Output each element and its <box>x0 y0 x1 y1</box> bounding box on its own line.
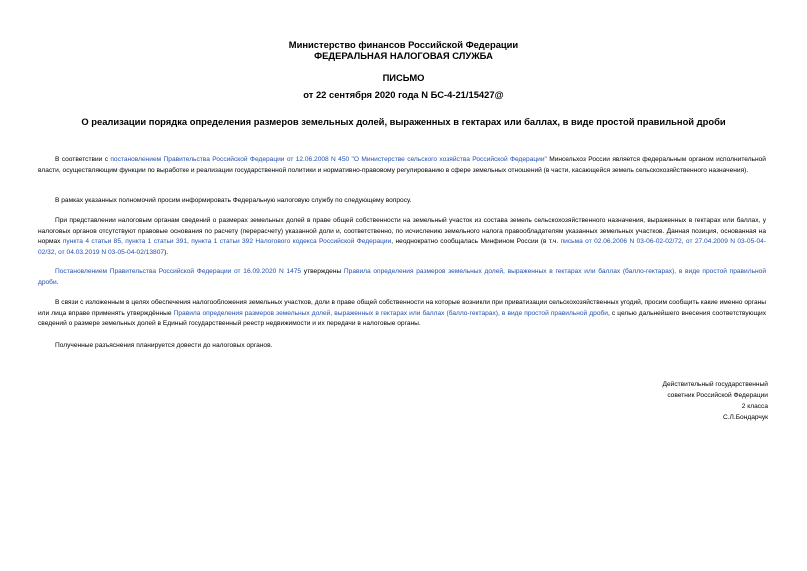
paragraph-3 <box>38 216 766 258</box>
document-type: ПИСЬМО <box>382 72 425 83</box>
document-date-number: от 22 сентября 2020 года N БС-4-21/15427@ <box>303 89 504 100</box>
ministry-name: Министерство финансов Российской Федерации <box>288 39 519 50</box>
p3-text-3: ). <box>164 248 169 256</box>
p1-text-1: В соответствии с <box>55 156 111 163</box>
signature-name: С.Л.Бондарчук <box>722 414 768 421</box>
p3-text-2: , неоднократно сообщалась Минфином России (в т.ч. <box>391 238 561 245</box>
signature-class: 2 класса <box>741 403 768 410</box>
link-rules[interactable]: Правила определения размеров земельных долей, выраженных в гектарах или баллах (балло-гектарах), в виде простой правильной дроби <box>38 268 766 286</box>
link-resolution-1475[interactable]: Постановлением Правительства Российской Федерации от 16.09.2020 N 1475 <box>55 268 302 275</box>
p1-text-2: Минсельхоз России является федеральным органом исполнительной власти, осуществляющим функции по выработке и реализации государственной политики и нормативно-правовому регулированию в сфере земельных отношений (в части, касающейся земель сельскохозяйственного назначения). <box>38 156 766 174</box>
p5-text-2: , с целью дальнейшего внесения соответствующих сведений о размере земельных долей в Единый государственный реестр недвижимости и их передачи в налоговые органы. <box>38 309 766 327</box>
link-tax-code[interactable]: пункта 4 статьи 85, пункта 1 статьи 391, пункта 1 статьи 392 Налогового кодекса Российской Федерации <box>62 238 392 245</box>
signature-title-2: советник Российской Федерации <box>667 392 768 399</box>
service-name: ФЕДЕРАЛЬНАЯ НАЛОГОВАЯ СЛУЖБА <box>314 50 493 61</box>
paragraph-2: В рамках указанных полномочий просим информировать Федеральную налоговую службу по следующему вопросу. <box>55 197 412 204</box>
p4-text-2: . <box>56 278 59 286</box>
link-minfin-letters[interactable]: письма от 02.06.2006 N 03-06-02-02/72, от 27.04.2009 N 03-05-04-02/32, от 04.03.2019 N 03-05-04-02/13807 <box>38 238 766 256</box>
signature-title-1: Действительный государственный <box>662 381 768 388</box>
p4-text-1: утверждены <box>301 268 344 275</box>
p5-text-1: В связи с изложенным в целях обеспечения налогообложения земельных участков, доли в праве общей собственности на которые возникли при приватизации сельскохозяйственных угодий, просим сообщить какие именно органы или лица вправе применять утверждённые <box>38 299 766 317</box>
p3-text-1: При представлении налоговым органам сведений о размерах земельных долей в праве общей собственности на земельный участок из состава земель сельскохозяйственного назначения, выраженных в гектарах или баллах, у налоговых органов отсутствуют правовые основания по расчету (перерасчету) указанной доли и, соответственно, по исчислению земельного налога правообладателям указанных земельных участков. Данная позиция, основанная на нормах <box>38 217 766 245</box>
paragraph-5 <box>38 298 766 330</box>
paragraph-4 <box>38 267 766 288</box>
link-rules-2[interactable]: Правила определения размеров земельных долей, выраженных в гектарах или баллах (балло-гектарах), в виде простой правильной дроби <box>173 309 608 317</box>
link-resolution-450[interactable]: постановлением Правительства Российской Федерации от 12.06.2008 N 450 "О Министерстве сельского хозяйства Российской Федерации" <box>110 156 547 163</box>
document-subject: О реализации порядка определения размеров земельных долей, выраженных в гектарах или баллах, в виде простой правильной дроби <box>81 116 726 127</box>
paragraph-6: Полученные разъяснения планируется довести до налоговых органов. <box>55 342 273 349</box>
paragraph-1 <box>38 155 766 176</box>
